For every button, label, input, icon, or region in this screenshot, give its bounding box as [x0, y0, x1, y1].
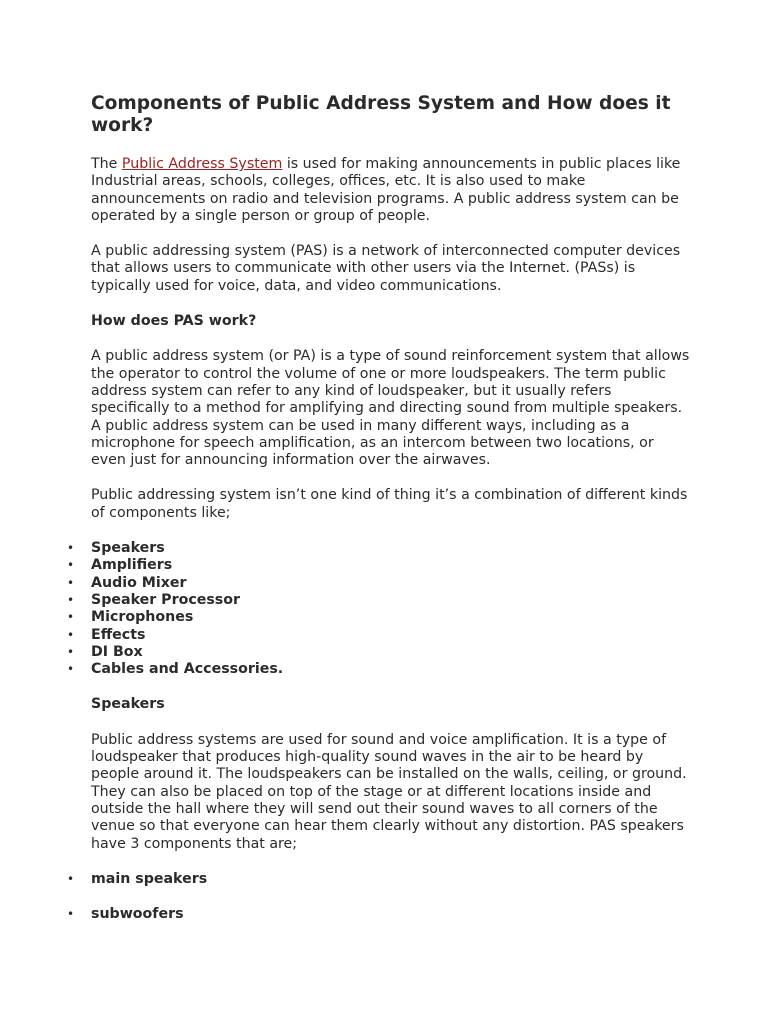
how-works-paragraph: A public address system (or PA) is a type of sound reinforcement system that allows the operator to control the volume of one or more loudspeakers. The term public address system can refer to any kind of loudspeaker, but it usually refers specifically to a method for amplifying and directing sound from multiple speakers. A public address system can be used in many different ways, including as a microphone for speech amplification, as an intercom between two locations, or even just for announcing information over the airwaves.: [91, 348, 690, 469]
how-works-heading: How does PAS work?: [91, 313, 257, 330]
list-item: • main speakers: [91, 871, 691, 888]
list-item: • Speakers: [91, 540, 691, 557]
list-item: • Amplifiers: [91, 557, 691, 574]
list-item: • DI Box: [91, 644, 691, 661]
intro-paragraph: [91, 156, 691, 225]
list-item: • Effects: [91, 627, 691, 644]
list-item: • Cables and Accessories.: [91, 661, 691, 678]
list-item: • Speaker Processor: [91, 592, 691, 609]
list-item: • Microphones: [91, 609, 691, 626]
components-list: [91, 540, 691, 678]
public-address-system-link[interactable]: Public Address System: [121, 156, 283, 172]
pas-definition-paragraph: A public addressing system (PAS) is a network of interconnected computer devices that allows users to communicate with other users via the Internet. (PASs) is typically used for voice, data, and video communications.: [91, 243, 681, 294]
page-title: Components of Public Address System and How does it work?: [91, 93, 671, 136]
list-item: • subwoofers: [91, 906, 691, 923]
speakers-paragraph: Public address systems are used for sound and voice amplification. It is a type of loudspeaker that produces high-quality sound waves in the air to be heard by people around it. The loudspeakers can be installed on the walls, ceiling, or ground. They can also be placed on top of the stage or at different locations inside and outside the hall where they will send out their sound waves to all corners of the venue so that everyone can hear them clearly without any distortion. PAS speakers have 3 components that are;: [91, 731, 687, 852]
speaker-types-list: [91, 871, 691, 924]
list-item: • Audio Mixer: [91, 575, 691, 592]
intro-suffix: is used for making announcements in public places like Industrial areas, schools, colleges, offices, etc. It is also used to make announcements on radio and television programs. A public address system can be operated by a single person or group of people.: [91, 156, 681, 224]
intro-prefix: The: [91, 156, 122, 172]
components-intro-paragraph: Public addressing system isn’t one kind of thing it’s a combination of different kinds of components like;: [91, 487, 688, 521]
speakers-heading: Speakers: [91, 696, 165, 713]
article: [91, 93, 691, 941]
